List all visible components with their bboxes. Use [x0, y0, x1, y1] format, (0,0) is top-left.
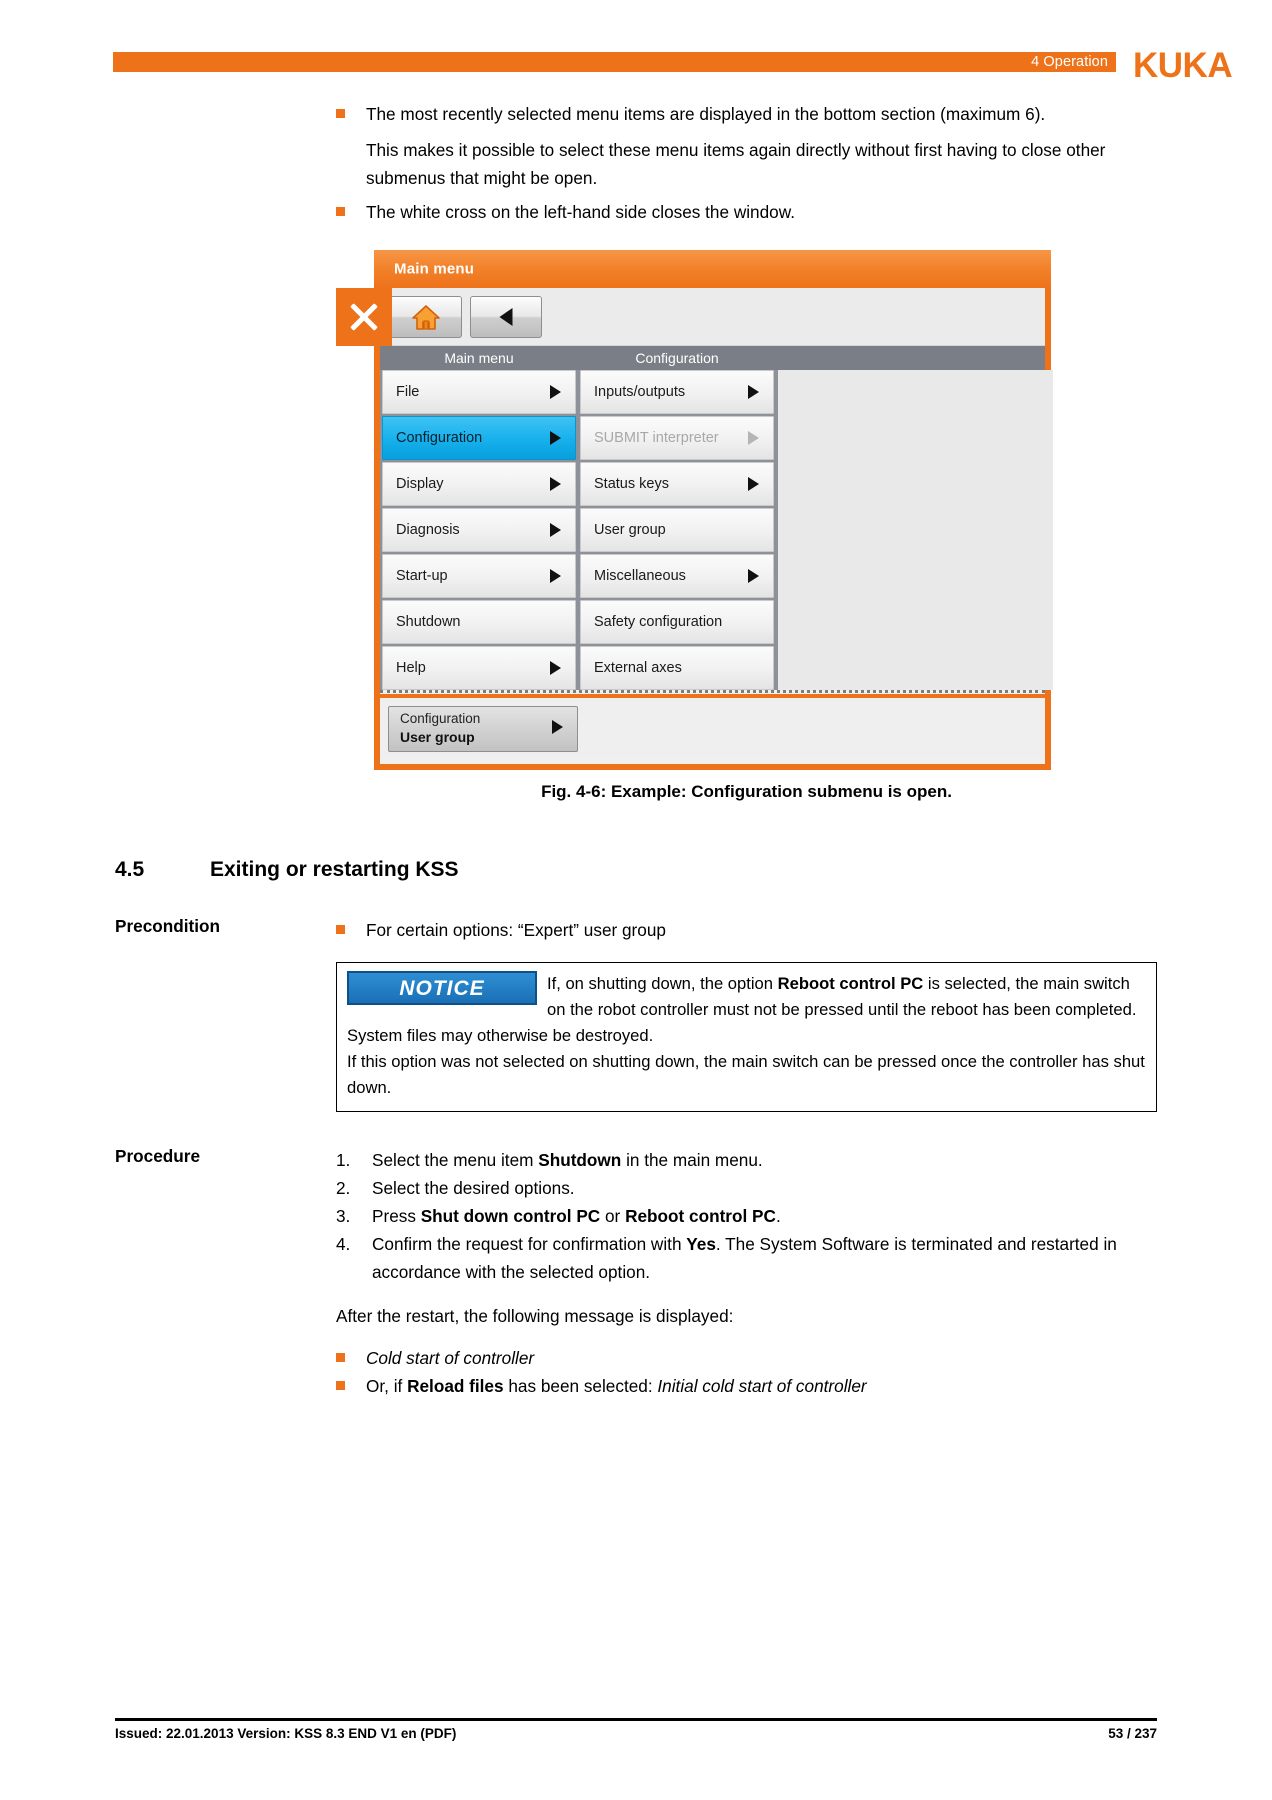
kuka-logo: KUKA: [1133, 46, 1233, 85]
smarthmi-window-title: Main menu: [394, 260, 475, 278]
chevron-right-icon: [748, 477, 759, 491]
bullet-square-icon: [336, 925, 345, 934]
menu-item-display[interactable]: [382, 462, 576, 506]
menu-column-configuration: [580, 370, 774, 692]
smarthmi-screenshot-figure: [336, 250, 1051, 770]
menu-item-shutdown[interactable]: [382, 600, 576, 644]
header-orange-bar: [113, 52, 1116, 72]
menu-item-label: Status keys: [594, 476, 669, 492]
section-title: Exiting or restarting KSS: [210, 858, 459, 881]
chevron-right-icon: [550, 569, 561, 583]
menu-item-label: Diagnosis: [396, 522, 460, 538]
procedure-result-bullets: [336, 1344, 1157, 1400]
back-button[interactable]: [470, 296, 542, 338]
menu-item-label: Inputs/outputs: [594, 384, 686, 400]
precondition-bullet: [0, 916, 1272, 944]
step-text-bold: Shutdown: [538, 1150, 622, 1170]
step-text-post: .: [775, 1206, 781, 1226]
precondition-label: Precondition: [115, 916, 221, 936]
menu-item-label: SUBMIT interpreter: [594, 430, 719, 446]
menu-item-label: Shutdown: [396, 614, 461, 630]
menu-item-label: Safety configuration: [594, 614, 723, 630]
notice-badge: NOTICE: [347, 971, 537, 1005]
menu-item-diagnosis[interactable]: [382, 508, 576, 552]
precondition-block: [0, 916, 1272, 1112]
menu-item-external-axes[interactable]: [580, 646, 774, 690]
chevron-right-icon: [748, 569, 759, 583]
chevron-right-icon: [550, 523, 561, 537]
procedure-steps: [336, 1146, 1157, 1400]
chevron-right-icon: [748, 385, 759, 399]
result-bullet-2-mid: has been selected:: [503, 1376, 658, 1396]
chevron-right-icon: [550, 385, 561, 399]
step-text-post: . The System Software is terminated and restarted in accordance with the selected option.: [372, 1234, 1117, 1282]
result-bullet-2: [336, 1372, 1157, 1400]
intro-bullet-1-text: The most recently selected menu items are displayed in the bottom section (maximum 6).: [366, 104, 1046, 124]
section-heading: [0, 858, 1272, 882]
chevron-right-icon: [550, 431, 561, 445]
recent-items-section: [380, 694, 1045, 758]
menu-item-help[interactable]: [382, 646, 576, 690]
chevron-right-icon: [552, 720, 563, 734]
result-bullet-1-text: Cold start of controller: [366, 1348, 535, 1368]
menu-columns: [380, 370, 1045, 690]
back-arrow-icon: [500, 308, 513, 326]
menu-item-label: User group: [594, 522, 666, 538]
step-text-mid: or: [600, 1206, 626, 1226]
menu-item-label: External axes: [594, 660, 682, 676]
menu-column-headers: [380, 346, 1045, 370]
menu-item-status-keys[interactable]: [580, 462, 774, 506]
step-text-pre: Select the desired options.: [372, 1178, 575, 1198]
menu-item-submit-interpreter: [580, 416, 774, 460]
footer-issue-info: Issued: 22.01.2013 Version: KSS 8.3 END V1 en (PDF): [115, 1726, 457, 1741]
procedure-after-text: After the restart, the following message is displayed:: [336, 1306, 734, 1326]
procedure-step-3: [336, 1202, 1157, 1230]
procedure-step-4: [336, 1230, 1157, 1286]
chevron-right-icon: [550, 477, 561, 491]
step-number: 1.: [336, 1150, 351, 1170]
step-number: 2.: [336, 1178, 351, 1198]
menu-item-file[interactable]: [382, 370, 576, 414]
home-icon: [411, 304, 441, 332]
result-bullet-2-pre: Or, if: [366, 1376, 408, 1396]
step-text-pre: Press: [372, 1206, 421, 1226]
figure-caption: Fig. 4-6: Example: Configuration submenu is open.: [541, 782, 952, 801]
step-text-bold: Shut down control PC: [420, 1206, 601, 1226]
smarthmi-title-bar: [374, 250, 1051, 288]
column-header-main-menu: Main menu: [444, 350, 514, 366]
intro-bullet-2: [0, 198, 1272, 226]
footer-rule: [115, 1718, 1157, 1721]
procedure-step-2: [336, 1174, 1157, 1202]
menu-item-user-group[interactable]: [580, 508, 774, 552]
notice-line1-bold: Reboot control PC: [777, 974, 924, 993]
procedure-label: Procedure: [115, 1146, 201, 1166]
menu-item-label: Start-up: [396, 568, 448, 584]
home-button[interactable]: [390, 296, 462, 338]
footer-page-number: 53 / 237: [1108, 1726, 1157, 1741]
close-window-button[interactable]: [336, 288, 392, 346]
step-text-pre: Confirm the request for confirmation with: [372, 1234, 687, 1254]
page-header: [0, 46, 1272, 86]
recent-item-configuration-user-group[interactable]: [388, 706, 578, 752]
step-number: 4.: [336, 1234, 351, 1254]
menu-item-label: Miscellaneous: [594, 568, 686, 584]
menu-item-label: File: [396, 384, 420, 400]
step-text-post: in the main menu.: [621, 1150, 763, 1170]
smarthmi-toolbar: [380, 288, 1045, 346]
smarthmi-body: [374, 288, 1051, 770]
menu-item-safety-configuration[interactable]: [580, 600, 774, 644]
menu-item-inputs-outputs[interactable]: [580, 370, 774, 414]
chevron-right-icon: [550, 661, 561, 675]
chevron-right-icon: [748, 431, 759, 445]
bullet-square-icon: [336, 109, 345, 118]
recent-item-parent-label: Configuration: [400, 711, 481, 726]
recent-item-label: User group: [400, 729, 475, 745]
intro-bullet-1: [0, 100, 1272, 128]
bullet-square-icon: [336, 1381, 345, 1390]
menu-item-miscellaneous[interactable]: [580, 554, 774, 598]
notice-line1-post: is selected, the main switch on the robot controller must not be pressed until the reboot has been completed. System files may otherwise be destroyed.: [347, 974, 1137, 1045]
header-chapter-label: 4 Operation: [1031, 54, 1108, 70]
notice-box: [336, 962, 1157, 1112]
menu-item-label: Help: [396, 660, 426, 676]
step-text-pre: Select the menu item: [372, 1150, 539, 1170]
page-footer: [115, 1718, 1157, 1748]
procedure-step-1: [336, 1146, 1157, 1174]
result-bullet-1: [336, 1344, 1157, 1372]
menu-column-empty: [778, 370, 1053, 690]
procedure-block: [0, 1146, 1272, 1400]
menu-item-label: Display: [396, 476, 444, 492]
step-number: 3.: [336, 1206, 351, 1226]
precondition-bullet-text: For certain options: “Expert” user group: [366, 920, 666, 940]
column-header-configuration: Configuration: [635, 350, 719, 366]
bullet-square-icon: [336, 207, 345, 216]
notice-line2: If this option was not selected on shutting down, the main switch can be pressed once the controller has shut down.: [347, 1052, 1145, 1097]
notice-line1-pre: If, on shutting down, the option: [547, 974, 778, 993]
intro-paragraph: This makes it possible to select these menu items again directly without first having to close other submenus that might be open.: [366, 140, 1106, 188]
result-bullet-2-tail: Initial cold start of controller: [657, 1376, 867, 1396]
result-bullet-2-bold: Reload files: [407, 1376, 504, 1396]
menu-item-start-up[interactable]: [382, 554, 576, 598]
bullet-square-icon: [336, 1353, 345, 1362]
section-number: 4.5: [115, 858, 145, 881]
step-text-bold2: Reboot control PC: [625, 1206, 776, 1226]
step-text-bold: Yes: [686, 1234, 716, 1254]
menu-item-configuration[interactable]: [382, 416, 576, 460]
close-x-icon: [347, 300, 381, 334]
menu-column-main-menu: [382, 370, 576, 692]
intro-bullet-2-text: The white cross on the left-hand side closes the window.: [366, 202, 795, 222]
menu-item-label: Configuration: [396, 430, 483, 446]
page-content: [0, 100, 1272, 1400]
